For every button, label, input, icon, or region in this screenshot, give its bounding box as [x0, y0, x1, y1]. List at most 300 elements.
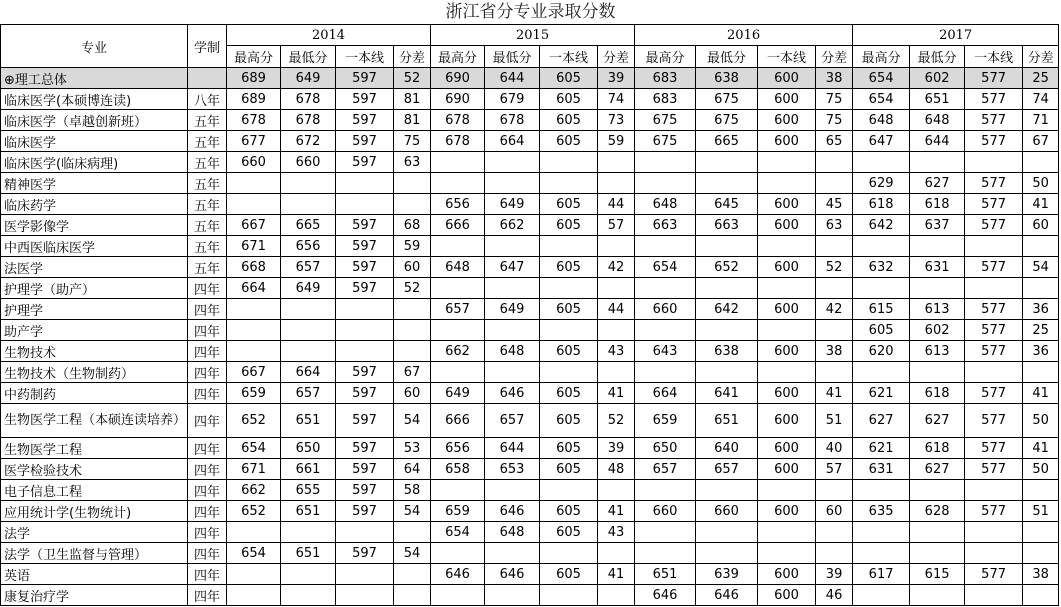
cell-score[interactable]: 629	[853, 173, 910, 194]
cell-score[interactable]	[598, 585, 635, 606]
cell-score[interactable]: 605	[540, 564, 598, 585]
cell-score[interactable]: 644	[485, 438, 540, 459]
cell-score[interactable]: 675	[696, 110, 758, 131]
cell-score[interactable]: 662	[485, 215, 540, 236]
cell-score[interactable]: 41	[816, 383, 853, 404]
cell-score[interactable]: 659	[227, 383, 281, 404]
cell-score[interactable]	[816, 320, 853, 341]
cell-score[interactable]	[1023, 362, 1059, 383]
cell-score[interactable]: 577	[965, 320, 1023, 341]
cell-score[interactable]: 41	[1023, 383, 1059, 404]
cell-score[interactable]: 600	[758, 131, 816, 152]
cell-major[interactable]: 精神医学	[1, 173, 188, 194]
cell-score[interactable]	[816, 543, 853, 564]
cell-score[interactable]: 683	[635, 89, 696, 110]
cell-score[interactable]: 597	[336, 110, 394, 131]
cell-score[interactable]: 58	[394, 480, 431, 501]
cell-score[interactable]	[910, 362, 965, 383]
cell-score[interactable]: 54	[394, 404, 431, 438]
cell-score[interactable]	[965, 480, 1023, 501]
cell-score[interactable]	[635, 480, 696, 501]
cell-score[interactable]	[758, 173, 816, 194]
cell-score[interactable]: 650	[281, 438, 336, 459]
header-col-2017-1[interactable]: 最低分	[910, 46, 965, 68]
cell-score[interactable]	[227, 341, 281, 362]
header-year-2016[interactable]: 2016	[635, 25, 853, 46]
cell-score[interactable]	[227, 299, 281, 320]
cell-score[interactable]	[485, 320, 540, 341]
cell-score[interactable]: 666	[431, 215, 485, 236]
cell-score[interactable]	[816, 152, 853, 173]
cell-major[interactable]: 生物技术（生物制药）	[1, 362, 188, 383]
cell-score[interactable]: 597	[336, 501, 394, 522]
cell-major[interactable]: 应用统计学(生物统计)	[1, 501, 188, 522]
cell-score[interactable]	[1023, 480, 1059, 501]
cell-score[interactable]: 668	[227, 257, 281, 278]
cell-score[interactable]	[281, 320, 336, 341]
cell-score[interactable]: 656	[431, 194, 485, 215]
cell-score[interactable]	[816, 362, 853, 383]
cell-score[interactable]	[336, 564, 394, 585]
cell-score[interactable]	[635, 278, 696, 299]
cell-major[interactable]: 生物医学工程（本硕连读培养）	[1, 404, 188, 438]
cell-major[interactable]: 临床医学	[1, 131, 188, 152]
cell-score[interactable]	[598, 152, 635, 173]
cell-score[interactable]: 675	[635, 131, 696, 152]
cell-score[interactable]	[696, 522, 758, 543]
cell-score[interactable]: 41	[598, 564, 635, 585]
cell-score[interactable]: 632	[853, 257, 910, 278]
cell-score[interactable]: 52	[598, 404, 635, 438]
cell-score[interactable]: 605	[540, 215, 598, 236]
cell-score[interactable]: 678	[281, 89, 336, 110]
cell-score[interactable]	[431, 320, 485, 341]
cell-score[interactable]: 678	[431, 131, 485, 152]
cell-score[interactable]: 605	[540, 110, 598, 131]
cell-score[interactable]	[485, 480, 540, 501]
cell-score[interactable]: 657	[485, 404, 540, 438]
cell-system[interactable]: 四年	[188, 564, 227, 585]
cell-score[interactable]: 39	[598, 68, 635, 89]
cell-score[interactable]: 652	[227, 501, 281, 522]
cell-score[interactable]: 647	[853, 131, 910, 152]
cell-score[interactable]: 605	[540, 194, 598, 215]
cell-score[interactable]: 600	[758, 68, 816, 89]
cell-score[interactable]: 39	[816, 564, 853, 585]
cell-score[interactable]: 664	[635, 383, 696, 404]
cell-score[interactable]	[853, 480, 910, 501]
cell-score[interactable]: 54	[394, 543, 431, 564]
cell-score[interactable]: 577	[965, 173, 1023, 194]
cell-score[interactable]: 637	[910, 215, 965, 236]
cell-system[interactable]: 五年	[188, 215, 227, 236]
cell-score[interactable]	[485, 152, 540, 173]
cell-score[interactable]: 618	[853, 194, 910, 215]
cell-score[interactable]: 605	[540, 89, 598, 110]
cell-score[interactable]	[431, 362, 485, 383]
cell-score[interactable]: 59	[394, 236, 431, 257]
cell-system[interactable]: 四年	[188, 320, 227, 341]
cell-score[interactable]: 597	[336, 131, 394, 152]
cell-system[interactable]: 四年	[188, 543, 227, 564]
cell-score[interactable]: 654	[853, 68, 910, 89]
cell-score[interactable]: 48	[598, 459, 635, 480]
cell-score[interactable]: 654	[227, 543, 281, 564]
cell-score[interactable]: 75	[394, 131, 431, 152]
cell-system[interactable]: 四年	[188, 278, 227, 299]
cell-major[interactable]: 生物技术	[1, 341, 188, 362]
cell-score[interactable]: 649	[485, 299, 540, 320]
cell-score[interactable]	[540, 278, 598, 299]
cell-major[interactable]: 临床医学(本硕博连读)	[1, 89, 188, 110]
cell-score[interactable]	[635, 362, 696, 383]
cell-score[interactable]: 600	[758, 89, 816, 110]
cell-score[interactable]: 627	[910, 404, 965, 438]
cell-score[interactable]: 649	[281, 278, 336, 299]
cell-score[interactable]: 651	[281, 501, 336, 522]
cell-score[interactable]: 662	[227, 480, 281, 501]
cell-score[interactable]: 52	[394, 278, 431, 299]
cell-score[interactable]: 602	[910, 320, 965, 341]
cell-score[interactable]	[598, 320, 635, 341]
cell-score[interactable]: 605	[540, 341, 598, 362]
cell-score[interactable]: 660	[696, 501, 758, 522]
cell-score[interactable]: 615	[853, 299, 910, 320]
cell-score[interactable]: 644	[485, 68, 540, 89]
cell-score[interactable]: 63	[816, 215, 853, 236]
cell-score[interactable]: 645	[696, 194, 758, 215]
header-col-2016-3[interactable]: 分差	[816, 46, 853, 68]
cell-score[interactable]	[336, 194, 394, 215]
cell-score[interactable]: 657	[696, 459, 758, 480]
cell-system[interactable]: 五年	[188, 173, 227, 194]
cell-score[interactable]: 44	[598, 194, 635, 215]
cell-score[interactable]	[853, 152, 910, 173]
cell-score[interactable]: 577	[965, 299, 1023, 320]
cell-score[interactable]: 60	[394, 257, 431, 278]
cell-score[interactable]	[696, 480, 758, 501]
cell-score[interactable]: 54	[394, 501, 431, 522]
cell-score[interactable]: 648	[485, 341, 540, 362]
cell-score[interactable]: 657	[281, 383, 336, 404]
cell-system[interactable]: 四年	[188, 501, 227, 522]
cell-score[interactable]: 649	[485, 194, 540, 215]
cell-major[interactable]: 中药制药	[1, 383, 188, 404]
cell-system[interactable]: 四年	[188, 341, 227, 362]
cell-score[interactable]: 50	[1023, 173, 1059, 194]
cell-major[interactable]: 护理学（助产）	[1, 278, 188, 299]
cell-score[interactable]	[598, 278, 635, 299]
cell-score[interactable]	[910, 236, 965, 257]
cell-score[interactable]: 620	[853, 341, 910, 362]
cell-score[interactable]: 577	[965, 89, 1023, 110]
cell-major[interactable]: 临床医学(临床病理)	[1, 152, 188, 173]
cell-major[interactable]: 英语	[1, 564, 188, 585]
cell-score[interactable]: 597	[336, 236, 394, 257]
cell-system[interactable]: 四年	[188, 438, 227, 459]
header-col-2014-1[interactable]: 最低分	[281, 46, 336, 68]
cell-score[interactable]: 664	[485, 131, 540, 152]
cell-score[interactable]	[227, 522, 281, 543]
cell-system[interactable]: 四年	[188, 383, 227, 404]
cell-score[interactable]: 648	[853, 110, 910, 131]
cell-score[interactable]: 648	[635, 194, 696, 215]
cell-score[interactable]: 621	[853, 383, 910, 404]
cell-major[interactable]: 中西医临床医学	[1, 236, 188, 257]
cell-score[interactable]: 41	[598, 383, 635, 404]
cell-score[interactable]: 67	[1023, 131, 1059, 152]
cell-score[interactable]	[758, 543, 816, 564]
cell-score[interactable]	[431, 543, 485, 564]
cell-score[interactable]: 671	[227, 459, 281, 480]
cell-score[interactable]: 75	[816, 110, 853, 131]
cell-score[interactable]: 654	[853, 89, 910, 110]
cell-score[interactable]	[696, 543, 758, 564]
cell-score[interactable]: 577	[965, 383, 1023, 404]
cell-score[interactable]: 65	[816, 131, 853, 152]
cell-score[interactable]: 60	[816, 501, 853, 522]
cell-score[interactable]: 577	[965, 404, 1023, 438]
cell-score[interactable]: 663	[635, 215, 696, 236]
cell-score[interactable]: 646	[485, 564, 540, 585]
cell-score[interactable]	[910, 480, 965, 501]
cell-score[interactable]	[394, 173, 431, 194]
cell-system[interactable]: 四年	[188, 362, 227, 383]
cell-score[interactable]: 654	[227, 438, 281, 459]
cell-score[interactable]: 642	[696, 299, 758, 320]
cell-system[interactable]: 五年	[188, 236, 227, 257]
cell-score[interactable]: 653	[485, 459, 540, 480]
cell-score[interactable]	[598, 480, 635, 501]
cell-score[interactable]: 597	[336, 89, 394, 110]
cell-score[interactable]: 600	[758, 341, 816, 362]
cell-score[interactable]	[540, 173, 598, 194]
cell-score[interactable]: 664	[227, 278, 281, 299]
cell-major[interactable]: 临床药学	[1, 194, 188, 215]
cell-score[interactable]: 672	[281, 131, 336, 152]
cell-score[interactable]: 605	[540, 404, 598, 438]
cell-score[interactable]: 648	[431, 257, 485, 278]
cell-score[interactable]	[540, 236, 598, 257]
cell-score[interactable]: 648	[910, 110, 965, 131]
cell-score[interactable]	[540, 585, 598, 606]
cell-score[interactable]: 649	[431, 383, 485, 404]
cell-score[interactable]	[758, 480, 816, 501]
header-col-2016-0[interactable]: 最高分	[635, 46, 696, 68]
cell-score[interactable]: 39	[598, 438, 635, 459]
header-col-2017-0[interactable]: 最高分	[853, 46, 910, 68]
cell-score[interactable]: 600	[758, 383, 816, 404]
cell-score[interactable]: 602	[910, 68, 965, 89]
cell-system[interactable]: 四年	[188, 299, 227, 320]
cell-score[interactable]	[816, 236, 853, 257]
cell-score[interactable]: 597	[336, 257, 394, 278]
cell-score[interactable]	[635, 543, 696, 564]
cell-score[interactable]	[431, 585, 485, 606]
cell-score[interactable]	[696, 173, 758, 194]
cell-score[interactable]: 597	[336, 215, 394, 236]
cell-score[interactable]: 647	[485, 257, 540, 278]
cell-score[interactable]: 660	[281, 152, 336, 173]
cell-score[interactable]: 38	[816, 341, 853, 362]
header-system[interactable]: 学制	[188, 25, 227, 68]
cell-score[interactable]	[336, 522, 394, 543]
header-col-2015-0[interactable]: 最高分	[431, 46, 485, 68]
cell-score[interactable]	[965, 522, 1023, 543]
cell-score[interactable]	[431, 152, 485, 173]
cell-score[interactable]	[598, 362, 635, 383]
cell-score[interactable]: 657	[281, 257, 336, 278]
cell-score[interactable]: 597	[336, 438, 394, 459]
cell-score[interactable]	[336, 299, 394, 320]
cell-score[interactable]: 41	[1023, 194, 1059, 215]
cell-score[interactable]	[394, 522, 431, 543]
cell-major[interactable]: 助产学	[1, 320, 188, 341]
cell-score[interactable]: 600	[758, 459, 816, 480]
cell-score[interactable]	[394, 564, 431, 585]
cell-score[interactable]	[394, 585, 431, 606]
cell-major[interactable]: 康复治疗学	[1, 585, 188, 606]
cell-system[interactable]: 八年	[188, 89, 227, 110]
cell-score[interactable]: 661	[281, 459, 336, 480]
cell-score[interactable]	[965, 585, 1023, 606]
header-col-2016-1[interactable]: 最低分	[696, 46, 758, 68]
cell-score[interactable]: 597	[336, 68, 394, 89]
cell-score[interactable]	[758, 152, 816, 173]
header-col-2014-3[interactable]: 分差	[394, 46, 431, 68]
cell-major[interactable]: 法学（卫生监督与管理）	[1, 543, 188, 564]
cell-score[interactable]	[394, 299, 431, 320]
cell-score[interactable]: 577	[965, 68, 1023, 89]
cell-score[interactable]: 651	[910, 89, 965, 110]
cell-score[interactable]: 41	[1023, 438, 1059, 459]
cell-score[interactable]: 597	[336, 278, 394, 299]
header-col-2015-2[interactable]: 一本线	[540, 46, 598, 68]
cell-score[interactable]: 666	[431, 404, 485, 438]
cell-score[interactable]: 54	[1023, 257, 1059, 278]
cell-score[interactable]	[696, 152, 758, 173]
cell-system[interactable]: 五年	[188, 131, 227, 152]
cell-score[interactable]	[853, 278, 910, 299]
cell-score[interactable]: 605	[540, 257, 598, 278]
cell-score[interactable]: 74	[1023, 89, 1059, 110]
header-col-2014-0[interactable]: 最高分	[227, 46, 281, 68]
cell-score[interactable]	[965, 152, 1023, 173]
cell-score[interactable]	[965, 236, 1023, 257]
cell-score[interactable]: 52	[394, 68, 431, 89]
cell-score[interactable]: 600	[758, 215, 816, 236]
cell-score[interactable]: 36	[1023, 341, 1059, 362]
cell-major[interactable]: 法医学	[1, 257, 188, 278]
cell-score[interactable]: 644	[910, 131, 965, 152]
cell-score[interactable]: 43	[598, 522, 635, 543]
cell-score[interactable]: 52	[816, 257, 853, 278]
cell-major[interactable]: 医学影像学	[1, 215, 188, 236]
cell-score[interactable]: 639	[696, 564, 758, 585]
cell-score[interactable]	[227, 194, 281, 215]
cell-score[interactable]: 654	[635, 257, 696, 278]
cell-score[interactable]: 655	[281, 480, 336, 501]
cell-major[interactable]: 电子信息工程	[1, 480, 188, 501]
cell-major[interactable]: 生物医学工程	[1, 438, 188, 459]
cell-score[interactable]: 605	[540, 299, 598, 320]
cell-system[interactable]: 四年	[188, 459, 227, 480]
cell-score[interactable]: 36	[1023, 299, 1059, 320]
cell-score[interactable]: 597	[336, 543, 394, 564]
cell-score[interactable]: 678	[485, 110, 540, 131]
cell-score[interactable]: 42	[816, 299, 853, 320]
cell-score[interactable]: 59	[598, 131, 635, 152]
cell-score[interactable]: 649	[281, 68, 336, 89]
cell-score[interactable]	[1023, 236, 1059, 257]
cell-score[interactable]: 660	[635, 501, 696, 522]
cell-score[interactable]	[635, 320, 696, 341]
cell-score[interactable]: 42	[598, 257, 635, 278]
cell-score[interactable]: 50	[1023, 459, 1059, 480]
cell-score[interactable]	[1023, 585, 1059, 606]
cell-score[interactable]: 652	[696, 257, 758, 278]
cell-score[interactable]: 638	[696, 68, 758, 89]
cell-score[interactable]	[635, 152, 696, 173]
cell-score[interactable]	[485, 362, 540, 383]
cell-score[interactable]: 646	[696, 585, 758, 606]
cell-score[interactable]: 605	[540, 131, 598, 152]
cell-score[interactable]: 627	[853, 404, 910, 438]
cell-score[interactable]: 678	[227, 110, 281, 131]
cell-score[interactable]: 665	[696, 131, 758, 152]
cell-score[interactable]: 577	[965, 215, 1023, 236]
cell-score[interactable]	[965, 362, 1023, 383]
cell-score[interactable]: 641	[696, 383, 758, 404]
cell-score[interactable]: 617	[853, 564, 910, 585]
cell-score[interactable]: 25	[1023, 320, 1059, 341]
cell-score[interactable]	[540, 320, 598, 341]
cell-score[interactable]: 57	[598, 215, 635, 236]
header-col-2016-2[interactable]: 一本线	[758, 46, 816, 68]
header-col-2015-3[interactable]: 分差	[598, 46, 635, 68]
cell-score[interactable]: 635	[853, 501, 910, 522]
cell-score[interactable]: 577	[965, 257, 1023, 278]
cell-score[interactable]	[394, 194, 431, 215]
cell-score[interactable]: 613	[910, 341, 965, 362]
cell-score[interactable]: 643	[635, 341, 696, 362]
cell-score[interactable]: 656	[281, 236, 336, 257]
cell-system[interactable]: 四年	[188, 404, 227, 438]
cell-score[interactable]: 577	[965, 341, 1023, 362]
cell-score[interactable]: 600	[758, 194, 816, 215]
cell-score[interactable]	[281, 564, 336, 585]
cell-score[interactable]: 605	[540, 68, 598, 89]
cell-score[interactable]	[227, 173, 281, 194]
cell-score[interactable]	[431, 236, 485, 257]
cell-score[interactable]: 51	[816, 404, 853, 438]
cell-score[interactable]: 618	[910, 438, 965, 459]
cell-score[interactable]: 640	[696, 438, 758, 459]
cell-score[interactable]: 656	[431, 438, 485, 459]
cell-score[interactable]: 689	[227, 89, 281, 110]
cell-score[interactable]	[1023, 278, 1059, 299]
cell-score[interactable]	[910, 152, 965, 173]
cell-score[interactable]: 654	[431, 522, 485, 543]
cell-major[interactable]: ⊕理工总体	[1, 68, 188, 89]
cell-score[interactable]	[965, 543, 1023, 564]
cell-score[interactable]: 651	[696, 404, 758, 438]
cell-score[interactable]: 577	[965, 131, 1023, 152]
cell-score[interactable]	[696, 320, 758, 341]
cell-score[interactable]: 659	[431, 501, 485, 522]
cell-score[interactable]: 597	[336, 152, 394, 173]
cell-score[interactable]: 646	[635, 585, 696, 606]
